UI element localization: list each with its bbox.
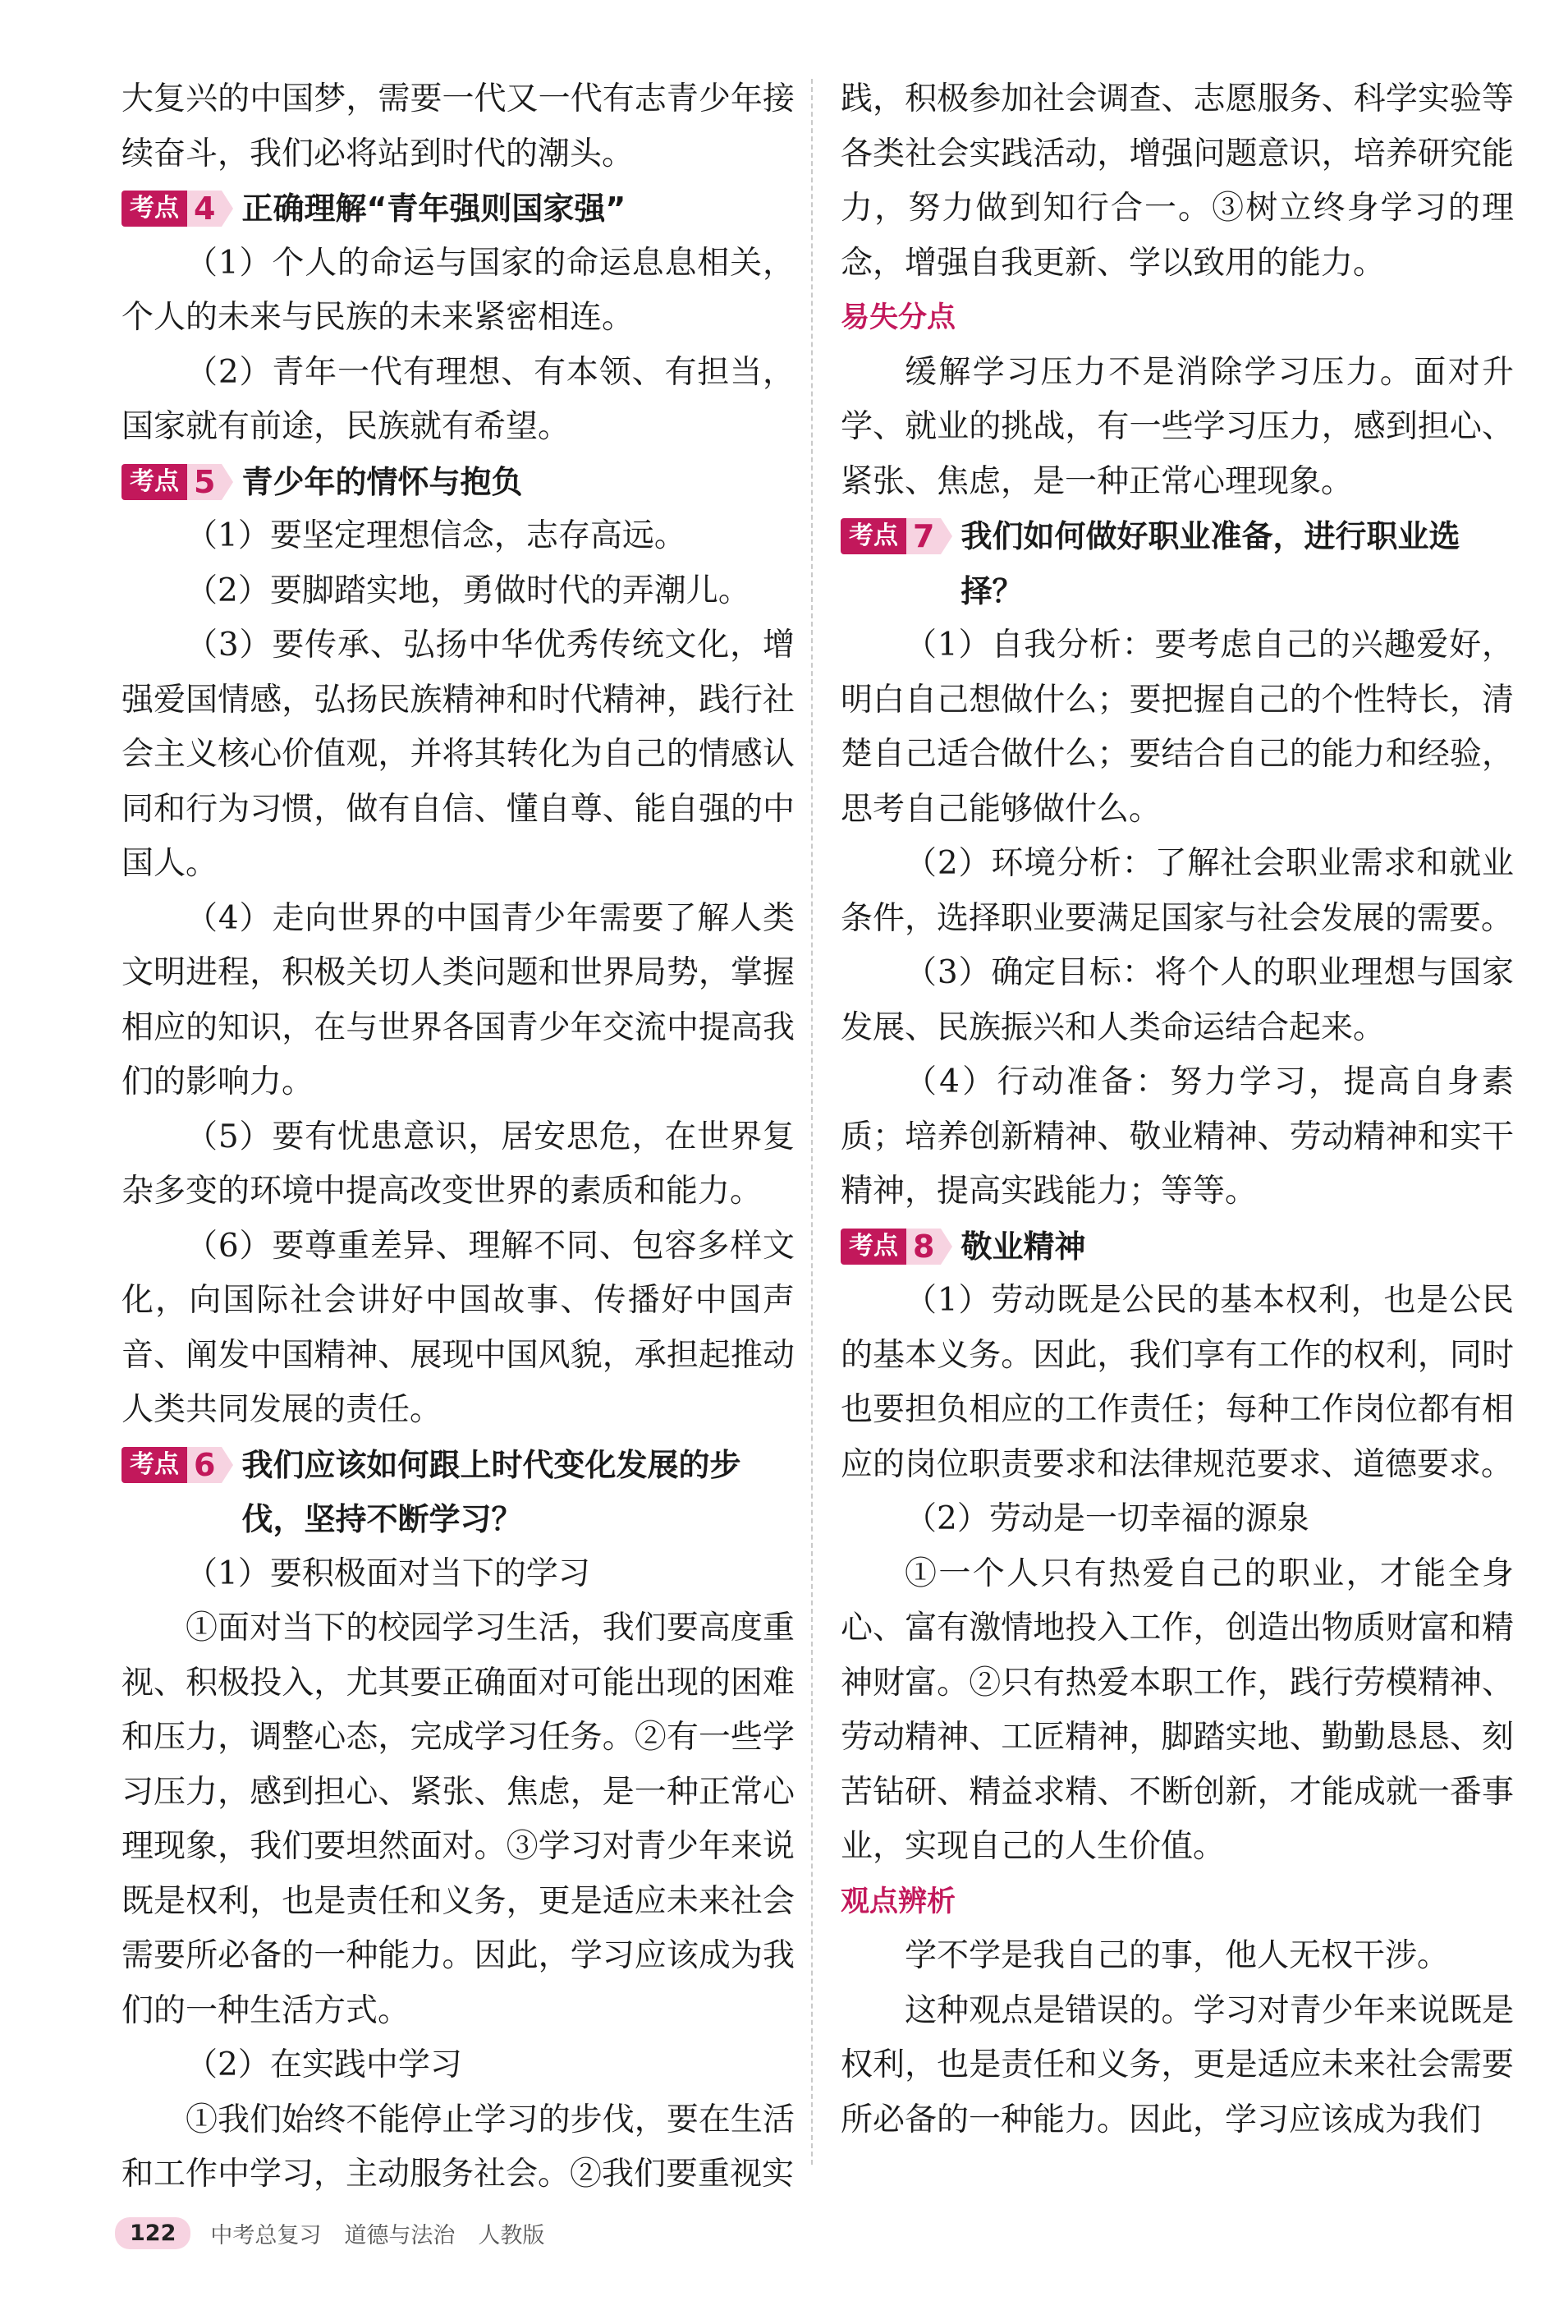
viewpoint-analysis-heading: 观点辨析 [841,1885,956,1918]
paragraph: 这种观点是错误的。学习对青少年来说既是权利，也是责任和义务，更是适应未来社会需要所必备的一种能力。因此，学习应该成为我们 [841,1991,1514,2138]
book-title: 中考总复习 [210,2223,322,2248]
kaodian-badge: 考点 6 [121,1447,233,1483]
paragraph: （2）要脚踏实地，勇做时代的弄潮儿。 [186,572,750,609]
paragraph: （6）要尊重差异、理解不同、包容多样文化，向国际社会讲好中国故事、传播好中国声音、阐发中国精神、展现中国风貌，承担起推动人类共同发展的责任。 [121,1227,795,1428]
badge-arrow-icon [222,464,233,500]
kaodian-badge: 考点 8 [841,1229,952,1265]
paragraph: （1）要积极面对当下的学习 [186,1555,590,1592]
badge-arrow-icon [941,518,952,554]
badge-arrow-icon [222,191,233,227]
kaodian-badge: 考点 4 [121,191,233,227]
kaodian-title: 正确理解“青年强则国家强” [241,191,626,227]
paragraph: （1）要坚定理想信念，志存高远。 [186,517,686,554]
kaodian-title: 敬业精神 [961,1228,1086,1265]
paragraph: （4）走向世界的中国青少年需要了解人类文明进程，积极关切人类问题和世界局势，掌握相应的知识，在与世界各国青少年交流中提高我们的影响力。 [121,899,795,1100]
paragraph: ①一个人只有热爱自己的职业，才能全身心、富有激情地投入工作，创造出物质财富和精神财富。②只有热爱本职工作，践行劳模精神、劳动精神、工匠精神，脚踏实地、勤勤恳恳、刻苦钻研、精益求精、不断创新，才能成就一番事业，实现自己的人生价值。 [841,1555,1514,1865]
page-number: 122 [115,2217,190,2249]
badge-arrow-icon [941,1229,952,1265]
paragraph: 大复兴的中国梦，需要一代又一代有志青少年接续奋斗，我们必将站到时代的潮头。 [121,80,795,172]
kaodian-title: 青少年的情怀与抱负 [241,463,523,500]
column-divider [811,79,813,2165]
paragraph: （2）环境分析：了解社会职业需求和就业条件，选择职业要满足国家与社会发展的需要。 [841,845,1514,937]
paragraph: 学不学是我自己的事，他人无权干涉。 [905,1937,1450,1974]
edition-name: 人教版 [478,2223,545,2248]
paragraph: （1）劳动既是公民的基本权利，也是公民的基本义务。因此，我们享有工作的权利，同时也要担负相应的工作责任；每种工作岗位都有相应的岗位职责要求和法律规范要求、道德要求。 [841,1282,1514,1483]
paragraph: （1）个人的命运与国家的命运息息相关，个人的未来与民族的未来紧密相连。 [121,244,795,336]
paragraph: 践，积极参加社会调查、志愿服务、科学实验等各类社会实践活动，增强问题意识，培养研究能力，努力做到知行合一。③树立终身学习的理念，增强自我更新、学以致用的能力。 [841,80,1514,282]
kaodian-title: 我们如何做好职业准备，进行职业选择？ [961,518,1460,609]
paragraph: ①我们始终不能停止学习的步伐，要在生活和工作中学习，主动服务社会。②我们要重视实 [121,2101,795,2193]
kaodian-4-heading [121,181,795,237]
kaodian-badge: 考点 5 [121,464,233,500]
kaodian-5-heading [121,455,795,510]
paragraph: （2）劳动是一切幸福的源泉 [905,1500,1309,1537]
subject-name: 道德与法治 [344,2223,456,2248]
easy-mistake-heading: 易失分点 [841,301,956,334]
kaodian-7-heading [841,509,1514,618]
paragraph: （3）确定目标：将个人的职业理想与国家发展、民族振兴和人类命运结合起来。 [841,954,1514,1046]
paragraph: （1）自我分析：要考虑自己的兴趣爱好，明白自己想做什么；要把握自己的个性特长，清楚自己适合做什么；要结合自己的能力和经验，思考自己能够做什么。 [841,627,1514,828]
kaodian-8-heading [841,1219,1514,1275]
page-footer [115,2217,567,2249]
paragraph: （2）青年一代有理想、有本领、有担当，国家就有前途，民族就有希望。 [121,353,795,445]
paragraph: ①面对当下的校园学习生活，我们要高度重视、积极投入，尤其要正确面对可能出现的困难和压力，调整心态，完成学习任务。②有一些学习压力，感到担心、紧张、焦虑，是一种正常心理现象，我们要坦然面对。③学习对青少年来说既是权利，也是责任和义务，更是适应未来社会需要所必备的一种能力。因此，学习应该成为我们的一种生活方式。 [121,1610,795,2029]
badge-arrow-icon [222,1447,233,1483]
kaodian-title: 我们应该如何跟上时代变化发展的步伐，坚持不断学习？ [241,1446,741,1537]
paragraph: （3）要传承、弘扬中华优秀传统文化，增强爱国情感，弘扬民族精神和时代精神，践行社会主义核心价值观，并将其转化为自己的情感认同和行为习惯，做有自信、懂自尊、能自强的中国人。 [121,627,795,882]
left-column [121,72,795,2202]
paragraph: 缓解学习压力不是消除学习压力。面对升学、就业的挑战，有一些学习压力，感到担心、紧张、焦虑，是一种正常心理现象。 [841,353,1514,500]
paragraph: （5）要有忧患意识，居安思危，在世界复杂多变的环境中提高改变世界的素质和能力。 [121,1118,795,1210]
right-column [841,72,1514,2147]
kaodian-badge: 考点 7 [841,518,952,554]
kaodian-6-heading [121,1438,795,1547]
paragraph: （2）在实践中学习 [186,2046,462,2083]
paragraph: （4）行动准备：努力学习，提高自身素质；培养创新精神、敬业精神、劳动精神和实干精神，提高实践能力；等等。 [841,1063,1514,1210]
